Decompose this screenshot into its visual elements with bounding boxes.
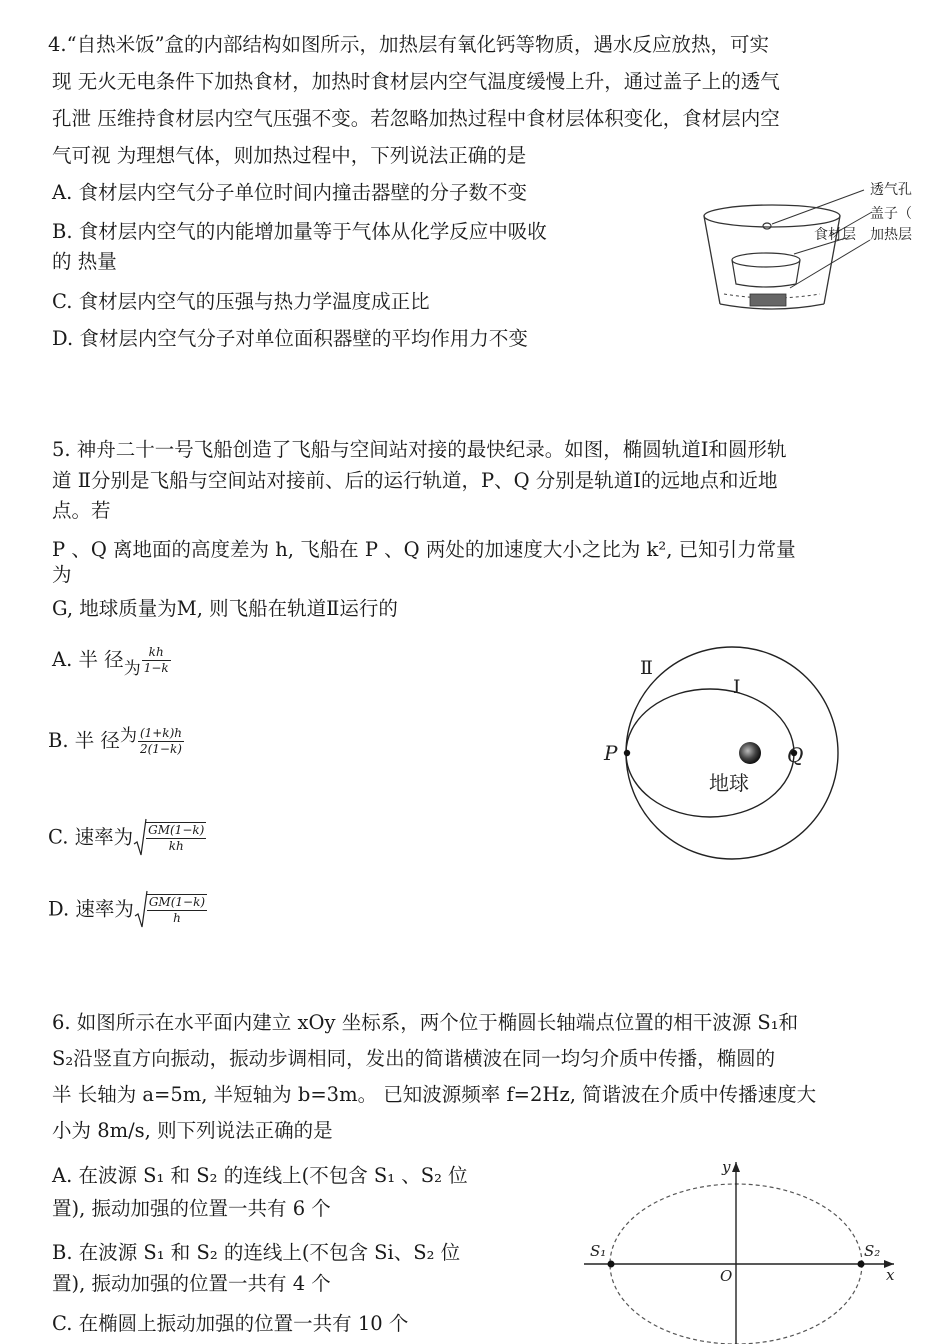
q5-option-c-numerator: GM(1−k) <box>148 823 205 837</box>
q4-stem-line-4: 气可视 为理想气体，则加热过程中，下列说法正确的是 <box>52 144 527 167</box>
source-s2-dot <box>858 1261 865 1268</box>
point-q-label: Q <box>787 743 804 767</box>
q5-option-b-denominator: 2(1−k) <box>139 742 182 756</box>
q6-stem-line-1: 6. 如图所示在水平面内建立 xOy 坐标系，两个位于椭圆长轴端点位置的相干波源 S₁和 <box>52 1011 799 1034</box>
orbit-2-label: Ⅱ <box>640 657 653 679</box>
origin-label: O <box>720 1267 733 1285</box>
y-axis-label: y <box>722 1158 731 1176</box>
q5-option-b-wei: 为 <box>119 726 137 746</box>
source-s1-dot <box>608 1261 615 1268</box>
q4-stem-line-2: 现 无火无电条件下加热食材，加热时食材层内空气温度缓慢上升，通过盖子上的透气 <box>52 70 780 93</box>
q4-option-d: D. 食材层内空气分子对单位面积器壁的平均作用力不变 <box>52 327 528 350</box>
q5-option-d-prefix: D. 速率为 <box>48 897 134 921</box>
q5-option-c <box>48 818 206 858</box>
earth-icon <box>739 742 761 764</box>
heat-leader <box>790 240 870 288</box>
q5-option-a-denominator: 1−k <box>143 661 169 675</box>
q5-option-c-fraction <box>146 822 206 854</box>
q5-orbit-figure <box>590 640 890 870</box>
q4-rice-box-figure <box>690 176 922 318</box>
s2-label: S₂ <box>864 1242 881 1260</box>
q4-option-b-line-2: 的 热量 <box>52 250 117 273</box>
q6-stem-line-2: S₂沿竖直方向振动，振动步调相同，发出的简谐横波在同一均匀介质中传播，椭圆的 <box>52 1047 776 1070</box>
q5-option-c-denominator: kh <box>168 839 184 853</box>
q5-option-d-denominator: h <box>173 911 181 925</box>
q5-option-a-fraction <box>142 645 171 676</box>
food-tray-body <box>732 260 800 287</box>
q5-option-c-prefix: C. 速率为 <box>48 825 134 849</box>
orbit-1-label: Ⅰ <box>733 676 741 698</box>
q6-option-a-line-2: 置), 振动加强的位置一共有 6 个 <box>52 1197 331 1220</box>
q5-option-d-fraction <box>147 894 207 926</box>
q4-option-c: C. 食材层内空气的压强与热力学温度成正比 <box>52 290 430 313</box>
orbit-2-circle <box>626 647 838 859</box>
vent-label: 透气孔 <box>870 182 912 198</box>
q4-stem-line-1: 4.“自热米饭”盒的内部结构如图所示，加热层有氧化钙等物质，遇水反应放热，可实 <box>48 33 770 56</box>
s1-label: S₁ <box>590 1242 607 1260</box>
y-axis-arrow-icon <box>732 1162 740 1172</box>
q6-stem-line-4: 小为 8m/s, 则下列说法正确的是 <box>52 1119 333 1142</box>
earth-label: 地球 <box>709 771 749 795</box>
q4-stem-line-3: 孔泄 压维持食材层内空气压强不变。若忽略加热过程中食材层体积变化，食材层内空 <box>52 107 780 130</box>
q5-option-a-wei: 为 <box>123 659 141 679</box>
point-p-dot <box>624 750 630 756</box>
food-tray-rim <box>732 253 800 267</box>
q6-option-b-line-2: 置), 振动加强的位置一共有 4 个 <box>52 1272 331 1295</box>
lid-label: 盖子（ <box>870 206 912 222</box>
q5-option-d <box>48 890 207 930</box>
q5-stem-line-1: 5. 神舟二十一号飞船创造了飞船与空间站对接的最快纪录。如图，椭圆轨道Ⅰ和圆形轨 <box>52 438 787 461</box>
orbit-1-ellipse <box>626 689 794 817</box>
q5-stem-line-3: 点。若 <box>52 499 111 522</box>
q5-option-b-fraction <box>138 726 184 757</box>
sqrt-sign-icon <box>134 890 148 930</box>
q6-ellipse-figure <box>578 1152 908 1344</box>
q5-option-a <box>52 641 171 680</box>
q5-stem-line-4a: P 、Q 离地面的高度差为 h, 飞船在 P 、Q 两处的加速度大小之比为 k², 已知引力常量 <box>52 538 796 561</box>
q4-option-a: A. 食材层内空气分子单位时间内撞击器壁的分子数不变 <box>52 181 527 204</box>
q5-stem-line-5: G, 地球质量为M, 则飞船在轨道Ⅱ运行的 <box>52 597 398 620</box>
q5-option-b-numerator: (1+k)h <box>139 726 182 740</box>
food-layer-label: 食材层 <box>814 227 856 243</box>
q5-option-b-prefix: B. 半 径 <box>48 729 120 752</box>
q5-option-a-numerator: kh <box>142 645 171 661</box>
q5-option-a-prefix: A. 半 径 <box>52 648 124 671</box>
sqrt-sign-icon <box>133 818 147 858</box>
heating-pad <box>750 294 786 306</box>
q5-stem-line-4b: 为 <box>52 563 72 586</box>
vent-hole <box>763 223 771 229</box>
q4-option-b-line-1: B. 食材层内空气的内能增加量等于气体从化学反应中吸收 <box>52 220 547 243</box>
q6-stem-line-3: 半 长轴为 a=5m, 半短轴为 b=3m。 已知波源频率 f=2Hz, 简谐波在介质中传播速度大 <box>52 1083 817 1106</box>
q5-option-c-sqrt <box>133 818 206 858</box>
q5-stem-line-2: 道 Ⅱ分别是飞船与空间站对接前、后的运行轨道，P、Q 分别是轨道Ⅰ的远地点和近地 <box>52 469 778 492</box>
q6-option-b-line-1: B. 在波源 S₁ 和 S₂ 的连线上(不包含 Si、S₂ 位 <box>52 1241 461 1264</box>
q5-option-d-numerator: GM(1−k) <box>148 895 206 909</box>
x-axis-label: x <box>886 1266 895 1284</box>
q5-option-b <box>48 722 184 761</box>
q5-option-d-sqrt <box>134 890 207 930</box>
vent-leader <box>772 190 864 224</box>
q6-option-a-line-1: A. 在波源 S₁ 和 S₂ 的连线上(不包含 S₁ 、S₂ 位 <box>52 1164 468 1187</box>
heat-layer-label: 加热层 <box>870 227 912 243</box>
point-p-label: P <box>604 741 618 765</box>
q6-option-c: C. 在椭圆上振动加强的位置一共有 10 个 <box>52 1312 409 1335</box>
